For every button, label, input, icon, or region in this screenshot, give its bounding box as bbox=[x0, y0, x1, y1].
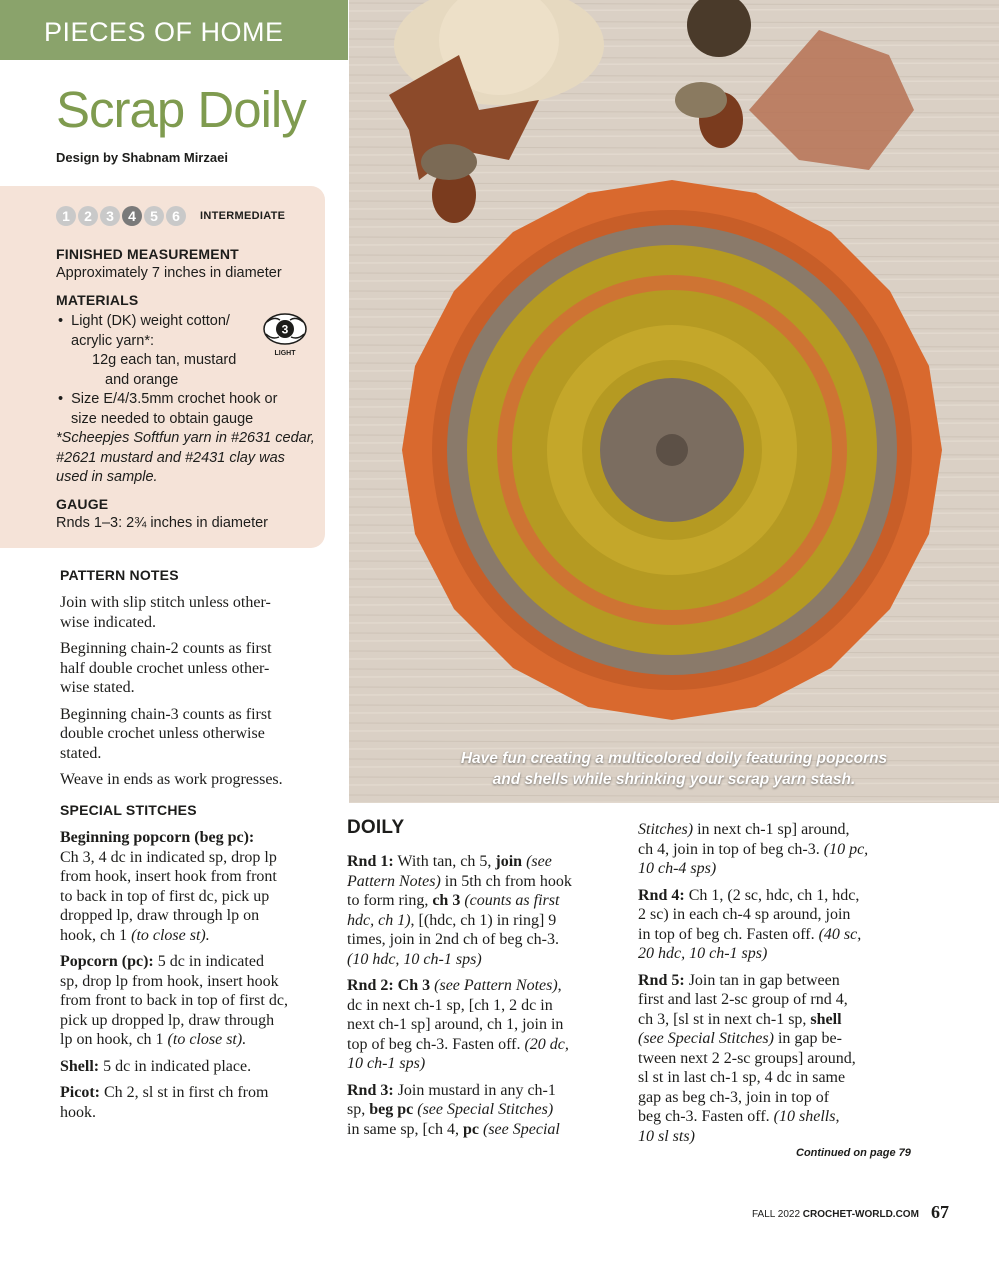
skill-level-3: 3 bbox=[100, 206, 120, 226]
pattern-notes-heading: PATTERN NOTES bbox=[60, 567, 179, 583]
finished-heading: FINISHED MEASUREMENT bbox=[56, 246, 239, 262]
materials-list: • Light (DK) weight cotton/ acrylic yarn*: 12g each tan, mustard and orange • Size E/4/3.5mm crochet hook or size needed to obtain gauge bbox=[58, 313, 278, 427]
yarn-weight-icon: 3 LIGHT bbox=[262, 312, 308, 358]
materials-heading: MATERIALS bbox=[56, 292, 139, 308]
skill-level-label: INTERMEDIATE bbox=[200, 210, 286, 222]
section-banner-label: PIECES OF HOME bbox=[44, 17, 284, 47]
photo-caption: Have fun creating a multicolored doily featuring popcorns and shells while shrinking your scrap yarn stash. bbox=[460, 750, 888, 788]
continued-note: Continued on page 79 bbox=[796, 1147, 911, 1159]
bullet-icon: • bbox=[58, 313, 72, 329]
skill-level-5: 5 bbox=[144, 206, 164, 226]
page-number: 67 bbox=[931, 1202, 949, 1222]
bullet-icon: • bbox=[58, 391, 72, 407]
footer-magazine: FALL 2022 CROCHET-WORLD.COM bbox=[752, 1209, 919, 1220]
skill-level-4-current: 4 bbox=[122, 206, 142, 226]
skill-level-2: 2 bbox=[78, 206, 98, 226]
pattern-notes-body: Join with slip stitch unless other- wise indicated. Beginning chain-2 counts as first half double crochet unless other- wise stated. Beginning chain-3 counts as first double crochet unless otherwise stated. Weave in ends as work progresses. bbox=[60, 594, 283, 788]
doily-instructions-col1: Rnd 1: With tan, ch 5, join (see Pattern Notes) in 5th ch from hook to form ring, ch 3 (counts as first hdc, ch 1), [(hdc, ch 1) in ring] 9 times, join in 2nd ch of beg ch-3. (10 hdc, 10 ch-1 sps) Rnd 2: Ch 3 (see Pattern Notes), dc in next ch-1 sp, [ch 1, 2 dc in next ch-1 sp] around, ch 1, join in top of beg ch-3. Fasten off. (20 dc, 10 ch-1 sps) Rnd 3: Join mustard in any ch-1 sp, beg pc (see Special Stitches) in same sp, [ch 4, pc (see Special bbox=[347, 853, 572, 1138]
skill-level-row bbox=[56, 206, 285, 226]
doily-photo bbox=[349, 0, 999, 803]
gauge-text: Rnds 1–3: 2¾ inches in diameter bbox=[56, 515, 268, 531]
finished-text: Approximately 7 inches in diameter bbox=[56, 265, 282, 281]
doily-heading: DOILY bbox=[347, 817, 405, 838]
skill-level-6: 6 bbox=[166, 206, 186, 226]
skill-level-1: 1 bbox=[56, 206, 76, 226]
gauge-heading: GAUGE bbox=[56, 496, 109, 512]
doily-instructions-col2: Stitches) in next ch-1 sp] around, ch 4, join in top of beg ch-3. (10 pc, 10 ch-4 sps) Rnd 4: Ch 1, (2 sc, hdc, ch 1, hdc, 2 sc) in each ch-4 sp around, join in top of beg ch. Fasten off. (40 sc, 20 hdc, 10 ch-1 sps) Rnd 5: Join tan in gap between first and last 2-sc group of rnd 4, ch 3, [sl st in next ch-1 sp, shell (see Special Stitches) in gap be- tween next 2 2-sc groups] around, sl st in last ch-1 sp, 4 dc in same gap as beg ch-3, join in top of beg ch-3. Fasten off. (10 shells, 10 sl sts) bbox=[638, 821, 869, 1145]
designer-credit: Design by Shabnam Mirzaei bbox=[56, 150, 228, 165]
pattern-title: Scrap Doily bbox=[56, 81, 306, 138]
special-stitches-body: Beginning popcorn (beg pc): Ch 3, 4 dc in indicated sp, drop lp from hook, insert hook from front to back in top of first dc, pick up dropped lp, draw through lp on hook, ch 1 (to close st). Popcorn (pc): 5 dc in indicated sp, drop lp from hook, insert hook from front to back in top of first dc, pick up dropped lp, draw through lp on hook, ch 1 (to close st). Shell: 5 dc in indicated place. Picot: Ch 2, sl st in first ch from hook. bbox=[60, 829, 288, 1121]
special-stitches-heading: SPECIAL STITCHES bbox=[60, 802, 197, 818]
materials-note: *Scheepjes Softfun yarn in #2631 cedar, #2621 mustard and #2431 clay was used in sample. bbox=[56, 430, 315, 485]
section-banner bbox=[0, 0, 348, 60]
svg-text:3: 3 bbox=[281, 322, 289, 337]
